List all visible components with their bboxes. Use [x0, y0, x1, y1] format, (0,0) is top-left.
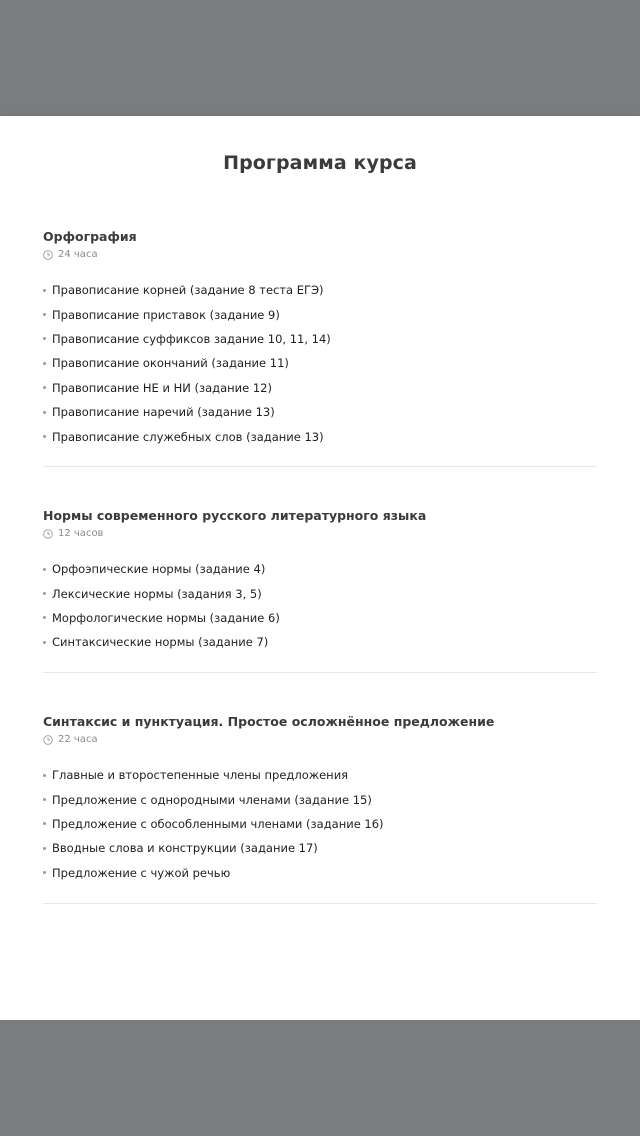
- section-duration: [43, 248, 597, 262]
- bullet-icon: [43, 568, 46, 571]
- bullet-icon: [43, 798, 46, 801]
- list-item: [43, 812, 597, 836]
- duration-text: 24 часа: [58, 249, 98, 260]
- list-item: [43, 787, 597, 811]
- duration-text: 22 часа: [58, 734, 98, 745]
- topic-label: Морфологические нормы (задание 6): [52, 610, 280, 625]
- list-item: [43, 302, 597, 326]
- bullet-icon: [43, 774, 46, 777]
- bullet-icon: [43, 386, 46, 389]
- page-title: Программа курса: [223, 152, 417, 174]
- bullet-icon: [43, 337, 46, 340]
- topic-label: Лексические нормы (задания 3, 5): [52, 586, 262, 601]
- list-item: [43, 400, 597, 424]
- modal-backdrop-bottom[interactable]: [0, 1020, 640, 1136]
- section-title: Орфография: [43, 229, 137, 244]
- topic-label: Вводные слова и конструкции (задание 17): [52, 841, 318, 856]
- bullet-icon: [43, 641, 46, 644]
- clock-icon: [43, 735, 53, 745]
- course-program-sheet: [0, 116, 640, 1020]
- list-item: [43, 327, 597, 351]
- topic-label: Предложение с чужой речью: [52, 865, 231, 880]
- bullet-icon: [43, 847, 46, 850]
- list-item: [43, 630, 597, 654]
- list-item: [43, 351, 597, 375]
- topic-label: Правописание служебных слов (задание 13): [52, 429, 324, 444]
- section-duration: [43, 733, 597, 747]
- bullet-icon: [43, 435, 46, 438]
- section-spelling: [43, 228, 597, 467]
- bullet-icon: [43, 592, 46, 595]
- list-item: [43, 861, 597, 885]
- bullet-icon: [43, 362, 46, 365]
- topic-list: [43, 278, 597, 449]
- section-duration: [43, 527, 597, 541]
- topic-label: Синтаксические нормы (задание 7): [52, 635, 269, 650]
- section-title: Нормы современного русского литературного языка: [43, 508, 427, 523]
- topic-list: [43, 557, 597, 655]
- list-item: [43, 606, 597, 630]
- clock-icon: [43, 529, 53, 539]
- section-language-norms: [43, 507, 597, 673]
- section-title: Синтаксис и пунктуация. Простое осложнённое предложение: [43, 714, 495, 729]
- topic-label: Предложение с однородными членами (задание 15): [52, 792, 372, 807]
- bullet-icon: [43, 616, 46, 619]
- modal-backdrop-top[interactable]: [0, 0, 640, 116]
- list-item: [43, 763, 597, 787]
- topic-label: Правописание корней (задание 8 теста ЕГЭ): [52, 283, 324, 298]
- duration-text: 12 часов: [58, 528, 104, 539]
- list-item: [43, 424, 597, 448]
- topic-label: Правописание суффиксов задание 10, 11, 14): [52, 331, 331, 346]
- topic-label: Правописание наречий (задание 13): [52, 405, 275, 420]
- list-item: [43, 581, 597, 605]
- bullet-icon: [43, 822, 46, 825]
- topic-list: [43, 763, 597, 885]
- bullet-icon: [43, 313, 46, 316]
- topic-label: Предложение с обособленными членами (задание 16): [52, 816, 384, 831]
- topic-label: Правописание НЕ и НИ (задание 12): [52, 380, 272, 395]
- list-item: [43, 836, 597, 860]
- list-item: [43, 278, 597, 302]
- topic-label: Правописание окончаний (задание 11): [52, 356, 289, 371]
- clock-icon: [43, 250, 53, 260]
- bullet-icon: [43, 411, 46, 414]
- bullet-icon: [43, 871, 46, 874]
- topic-label: Главные и второстепенные члены предложения: [52, 768, 349, 783]
- list-item: [43, 557, 597, 581]
- bullet-icon: [43, 289, 46, 292]
- list-item: [43, 376, 597, 400]
- section-syntax-punctuation: [43, 713, 597, 904]
- topic-label: Орфоэпические нормы (задание 4): [52, 562, 266, 577]
- topic-label: Правописание приставок (задание 9): [52, 307, 280, 322]
